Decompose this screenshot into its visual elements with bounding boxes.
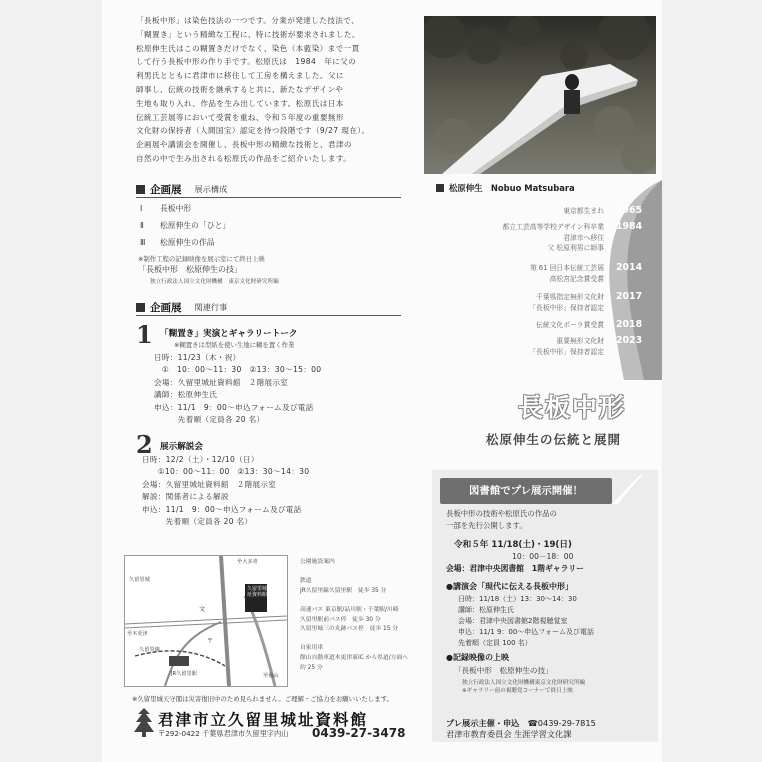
exhibition-item-label: 長板中形 xyxy=(160,204,192,213)
map-label: 至大多喜 xyxy=(237,559,258,565)
bio-entry: 伝統文化ポーラ賞受賞 xyxy=(536,321,604,329)
event-note: ※糊置きは型紙を使い生地に糊を置く作業 xyxy=(174,341,295,349)
exhibition-subtitle: 松原伸生の伝統と展開 xyxy=(486,432,622,447)
museum-address: 〒292-0422 千葉県君津市久留里字内山 xyxy=(158,729,289,738)
brush-stroke-icon xyxy=(610,470,646,504)
exhibition-item: Ⅱ xyxy=(140,221,144,230)
map-label: 久留里線 xyxy=(139,647,160,653)
event-title: 「糊置き」実演とギャラリートーク xyxy=(160,329,298,339)
bio-entry: 都立工芸高等学校デザイン科卒業 君津市へ移住 父 松原利男に師事 xyxy=(502,223,604,252)
library-venue: 会場：君津中央図書館 1階ギャラリー xyxy=(446,564,584,573)
exhibition-item-label: 松原伸生の「ひと」 xyxy=(160,221,231,230)
map-label-museum: 久留里城址資料館 xyxy=(247,586,268,598)
map-label: 〒 xyxy=(207,638,214,645)
lecture-title: ●講演会「現代に伝える長板中形」 xyxy=(446,582,573,591)
access-info: 公園施設案内 鉄道 JR久留里線久留里駅 徒歩 35 分 高速バス 東京駅/品川駅・千葉駅/川崎 久留里駅前バス停 徒歩 30 分 久留里城三の丸跡バス停 徒歩 15 分 自家用車 館山自動車道木更津東IC から県道/方面へ 約 25 分 xyxy=(300,559,409,671)
bio-year: 2017 xyxy=(616,291,643,302)
exhibition-item-label: 松原伸生の作品 xyxy=(160,238,215,247)
artist-photo xyxy=(424,16,656,174)
library-organizer: プレ展示主催・申込 ☎0439-29-7815 君津市教育委員会 生涯学習文化課 xyxy=(446,718,596,740)
bio-year: 2018 xyxy=(616,319,643,330)
square-bullet-icon xyxy=(136,185,145,194)
bio-entry: 重要無形文化財 「長板中形」保持者認定 xyxy=(529,337,604,356)
exhibition-item: Ⅲ xyxy=(140,238,146,247)
organizer-tel: ☎0439-29-7815 xyxy=(527,718,596,728)
museum-logo-icon xyxy=(132,706,156,738)
bio-heading: 松原伸生 Nobuo Matsubara xyxy=(436,182,575,194)
film-notes: 独立行政法人国立文化財機構東京文化財研究所編 ※ギャラリー前の視聴覚コーナーで終日上映 xyxy=(462,680,586,695)
bio-entry: 第 61 回日本伝統工芸展 高松宮記念賞受賞 xyxy=(529,264,604,283)
lecture-details: 日時：11/18（土）13：30～14：30 講師：松原伸生氏 会場：君津中央図書館2階視聴覚室 申込：11/1 9：00～申込フォーム及び電話 先着順（定員 100 名） xyxy=(458,595,594,647)
video-credit: 独立行政法人国立文化財機構 東京文化財研究所編 xyxy=(150,279,279,285)
exhibition-title: 長板中形 xyxy=(518,393,627,422)
bio-year: 1965 xyxy=(616,205,643,216)
divider xyxy=(136,197,401,198)
map-label: 至亀山 xyxy=(263,673,279,679)
film-name: 「長板中形 松原伸生の技」 xyxy=(454,666,553,675)
bio-year: 2023 xyxy=(616,335,643,346)
museum-name: 君津市立久留里城址資料館 xyxy=(158,710,369,729)
event-number: 2 xyxy=(136,430,153,459)
library-date: 令和５年 11/18(土)・19(日) xyxy=(454,540,572,550)
square-bullet-icon xyxy=(136,303,145,312)
event-number: 1 xyxy=(136,320,153,349)
event-details: 日時：11/23（木・祝） ① 10：00～11：30 ②13：30～15：00 会場：久留里城址資料館 ２階展示室 講師：松原伸生氏 申込：11/1 9：00～申込フォーム及び電話 先着順（定員各 20 名） xyxy=(154,353,322,425)
event-title: 展示解説会 xyxy=(160,442,203,452)
exhibition-heading: 企画展 展示構成 xyxy=(136,182,227,197)
map-label: 久留里城 xyxy=(129,577,150,583)
bio-year: 1984 xyxy=(616,221,643,232)
bio-entry: 千葉県指定無形文化財 「長板中形」保持者認定 xyxy=(529,293,604,312)
library-description: 長板中形の技術や松原氏の作品の 一部を先行公開します。 xyxy=(446,509,557,531)
bio-entry: 東京都生まれ xyxy=(563,207,604,215)
museum-phone: 0439-27-3478 xyxy=(312,726,406,740)
map-label: 文 xyxy=(199,606,206,613)
footer-note: ※久留里城天守閣は災害復旧中のため見られません。ご理解・ご協力をお願いいたします。 xyxy=(132,695,393,703)
library-time: 10：00－18：00 xyxy=(512,552,574,561)
exhibition-item: Ⅰ xyxy=(140,204,143,213)
access-map xyxy=(124,555,288,687)
bio-year: 2014 xyxy=(616,262,643,273)
video-title: 「長板中形 松原伸生の技」 xyxy=(138,265,242,274)
video-note: ※制作工程の記録映像を展示室にて終日上映 xyxy=(138,255,265,263)
film-title: ●記録映像の上映 xyxy=(446,653,509,662)
event-details: 日時：12/2（土）・12/10（日） ①10：00～11：00 ②13：30～14：30 会場：久留里城址資料館 ２階展示室 解説：関係者による解説 申込：11/1 9：00～申込フォーム及び電話 先着順（定員各 20 名） xyxy=(142,455,310,527)
events-heading: 企画展 関連行事 xyxy=(136,300,227,315)
square-bullet-icon xyxy=(436,184,444,192)
library-heading: 図書館でプレ展示開催！ xyxy=(440,478,612,504)
map-label: JR久留里駅 xyxy=(171,671,197,677)
flyer-page xyxy=(102,0,662,762)
map-label: 至木更津 xyxy=(127,631,148,637)
divider xyxy=(136,315,401,316)
intro-text: 「長板中形」は染色技法の一つです。分業が発達した技法で、 「糊置き」という精緻な工程に、特に技術が要求されました。 松原伸生氏はこの糊置きだけでなく、染色（本藍染）まで一貫 して行う長板中形の作り手です。松原氏は 1984 年に父の 利男氏とともに君津市に移住して工房を構えました。父に 師事し、伝統の技術を継承すると共に、新たなデザインや 生地も取り入れ、作品を生み出しています。松原氏は日本 伝統工芸展等において受賞を重ね、令和５年度の重要無形 文化財の保持者（人間国宝）認定を待つ段階です（9/27 現在）。 企画展や講演会を開催し、長板中形の精緻な技術と、君津の 自然の中で生み出される松原氏の作品をご紹介いたします。 xyxy=(136,16,370,163)
